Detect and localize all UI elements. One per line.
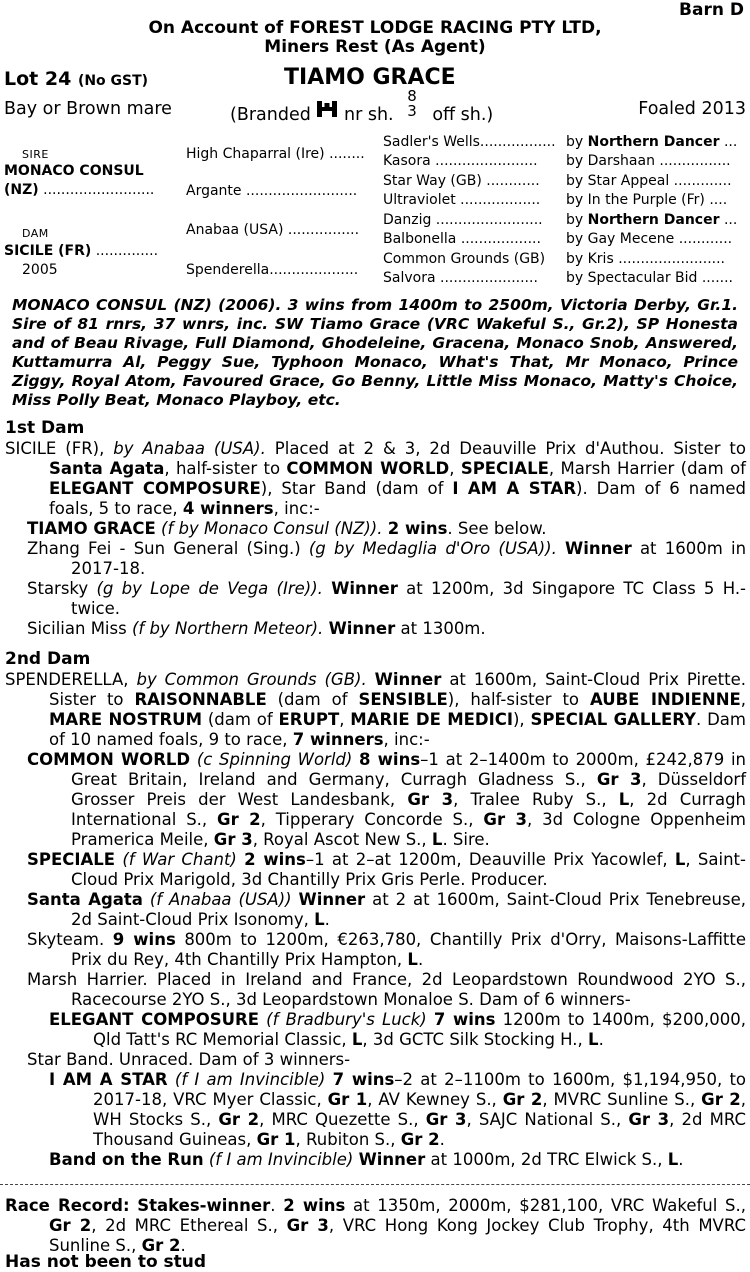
relative-name: Santa Agata xyxy=(49,459,165,478)
progeny-wins: 7 wins xyxy=(433,1010,496,1029)
text: , SAJC National S., xyxy=(466,1110,622,1129)
gg-sire-2: Kasora ....................... xyxy=(383,153,538,169)
text: , Rubiton S., xyxy=(295,1130,396,1149)
text: , Tralee Ruby S., xyxy=(453,790,607,809)
relative-name: ELEGANT COMPOSURE xyxy=(49,479,261,498)
progeny-entry xyxy=(5,1050,746,1070)
progeny-pedigree: (f Bradbury's Luck) xyxy=(266,1010,427,1029)
sire-sire: High Chaparral (Ire) ........ xyxy=(186,146,365,162)
text: 1200m to 1400m, $200,000, Qld Tatt's RC Memorial Classic, xyxy=(93,1010,746,1049)
progeny-wins: 9 wins xyxy=(112,930,176,949)
text: ), xyxy=(513,710,525,729)
gg-sire-1: Sadler's Wells................. xyxy=(383,134,556,150)
relative-name: COMMON WORLD xyxy=(286,459,450,478)
brand-number-bottom: 3 xyxy=(407,102,417,120)
second-dam-intro xyxy=(5,670,746,750)
dam-sire: Anabaa (USA) ................ xyxy=(186,222,360,238)
text: –1 at 2–1400m to 2000m, £242,879 in Great Britain, Ireland and Germany, Curragh Gladness S., xyxy=(71,750,746,789)
gg-by-5: by Northern Dancer ... xyxy=(566,212,738,228)
progeny-rest: at 1200m, 3d Singapore TC Class 5 H.-twice. xyxy=(71,579,747,618)
progeny-name: Sicilian Miss xyxy=(27,619,127,638)
text: , Düsseldorf Grosser Preis der West Landesbank, xyxy=(71,770,747,809)
gg-name: Sadler's Wells xyxy=(383,134,480,150)
gg-sire-7 xyxy=(383,251,545,267)
relative-name: RAISONNABLE xyxy=(134,690,267,709)
grade: L xyxy=(314,910,325,929)
relative-name: I AM A STAR xyxy=(452,479,577,498)
grade: Gr 2 xyxy=(218,1110,260,1129)
branded-off: off sh.) xyxy=(432,105,494,125)
progeny-entry xyxy=(5,519,746,539)
text: . xyxy=(439,1130,445,1149)
progeny-pedigree: (f Anabaa (USA)) xyxy=(149,890,292,909)
relative-name: SPECIALE xyxy=(460,459,549,478)
text: , xyxy=(339,710,345,729)
progeny-name: Skyteam. xyxy=(27,930,105,949)
progeny-wins: Winner xyxy=(298,890,366,909)
dam-pedigree: by Common Grounds (GB). xyxy=(136,670,367,689)
progeny-entry xyxy=(5,890,746,930)
section-divider xyxy=(0,1184,750,1185)
first-dam-intro xyxy=(5,439,746,519)
text: at 1000m, 2d TRC Elwick S., xyxy=(430,1150,663,1169)
text: , xyxy=(449,459,455,478)
text: , MVRC Sunline S., xyxy=(542,1090,696,1109)
text: ), Star Band (dam of xyxy=(260,479,444,498)
grade: L xyxy=(618,790,630,809)
text: , 2d MRC Ethereal S., xyxy=(91,1216,279,1235)
grade: Gr 3 xyxy=(425,1110,467,1129)
text: , 2d Curragh International S., xyxy=(71,790,747,829)
progeny-name: Santa Agata xyxy=(27,890,143,909)
by-word: by xyxy=(566,251,584,267)
grade: Gr 3 xyxy=(628,1110,670,1129)
progeny-pedigree: (f by Monaco Consul (NZ)). xyxy=(161,519,383,538)
gg-sire-name: Star Appeal xyxy=(587,173,670,189)
progeny-pedigree: (f War Chant) xyxy=(122,850,237,869)
race-record-status: Stakes-winner xyxy=(137,1196,271,1215)
branded-open: (Branded xyxy=(230,105,311,125)
by-word: by xyxy=(566,134,584,150)
text: , Royal Ascot New S., xyxy=(252,830,427,849)
progeny-wins: 8 wins xyxy=(359,750,421,769)
text: , 3d GCTC Silk Stocking H., xyxy=(362,1030,583,1049)
gg-by-3: by Star Appeal ............. xyxy=(566,173,732,189)
lot-number xyxy=(4,68,148,90)
progeny-wins: Winner xyxy=(331,579,398,598)
text: . Sire. xyxy=(442,830,490,849)
barn-label: Barn D xyxy=(679,0,744,20)
grade: Gr 1 xyxy=(327,1090,368,1109)
relative-name: SPECIAL GALLERY xyxy=(530,710,696,729)
dam-dam-text: Spenderella xyxy=(186,262,270,278)
text: . xyxy=(324,910,330,929)
gg-by-2: by Darshaan ................ xyxy=(566,153,731,169)
first-dam-section xyxy=(5,439,746,639)
progeny-name: COMMON WORLD xyxy=(27,750,191,769)
progeny-entry xyxy=(5,930,746,970)
relative-name: MARIE DE MEDICI xyxy=(350,710,513,729)
progeny-name: ELEGANT COMPOSURE xyxy=(49,1010,260,1029)
text: . xyxy=(598,1030,604,1049)
text: , 3d Cologne Oppenheim Pramerica Meile, xyxy=(71,810,747,849)
grade: Gr 2 xyxy=(49,1216,92,1235)
progeny-rest: at 1600m in 2017-18. xyxy=(71,539,747,578)
sire-dam: Argante ......................... xyxy=(186,183,358,199)
text: . xyxy=(417,950,424,969)
by-word: by xyxy=(566,212,584,228)
gg-by-1: by Northern Dancer ... xyxy=(566,134,738,150)
dam-label-text: DAM xyxy=(22,227,49,240)
progeny-rest: . See below. xyxy=(447,519,547,538)
race-record-text xyxy=(5,1196,746,1256)
branded-near: nr sh. xyxy=(343,105,394,125)
relative-name: MARE NOSTRUM xyxy=(49,710,202,729)
progeny-name: TIAMO GRACE xyxy=(27,519,156,538)
text: . xyxy=(180,1236,186,1255)
relative-name: AUBE INDIENNE xyxy=(589,690,741,709)
text: 800m to 1200m, €263,780, Chantilly Prix d'Orry, Maisons-Laffitte Prix du Rey, 4th Chantilly Prix Hampton, xyxy=(71,930,746,969)
horse-name: TIAMO GRACE xyxy=(284,65,456,90)
gg-sire-name: Spectacular Bid xyxy=(587,270,698,286)
dam-name: SPENDERELLA, xyxy=(5,670,129,689)
text: , Tipperary Concorde S., xyxy=(260,810,474,829)
grade: Gr 3 xyxy=(407,790,454,809)
by-word: by xyxy=(566,270,584,286)
text: , xyxy=(740,690,747,709)
progeny-wins: 2 wins xyxy=(244,850,306,869)
progeny-pedigree: (c Spinning World) xyxy=(196,750,353,769)
text: at 1350m, 2000m, $281,100, VRC Wakeful S., xyxy=(353,1196,746,1215)
gg-sire-5: Danzig ........................ xyxy=(383,212,543,228)
dam-name-text: SICILE (FR) xyxy=(4,243,92,259)
race-record-wins: 2 wins xyxy=(283,1196,346,1215)
text: (dam of xyxy=(277,690,348,709)
grandprogeny-entry xyxy=(5,1010,746,1050)
grade: Gr 1 xyxy=(256,1130,296,1149)
sire-dam-text: Argante xyxy=(186,183,242,199)
progeny-entry xyxy=(5,579,746,619)
sire-country-text: (NZ) xyxy=(4,182,39,198)
sire-label-text: SIRE xyxy=(22,148,49,161)
horse-description: Bay or Brown mare xyxy=(4,99,172,119)
grade: Gr 2 xyxy=(502,1090,543,1109)
branding xyxy=(230,89,493,125)
grade: Gr 2 xyxy=(217,810,261,829)
text: ). Dam of 6 named foals, 5 to race, xyxy=(49,479,746,518)
progeny-name: SPECIALE xyxy=(27,850,116,869)
gg-name: Ultraviolet xyxy=(383,192,456,208)
text: at 1600m, Saint-Cloud Prix Pirette. Sister to xyxy=(49,670,747,709)
grade: Gr 2 xyxy=(141,1236,181,1255)
progeny-name: Zhang Fei - Sun General (Sing.) xyxy=(27,539,301,558)
grade: L xyxy=(588,1030,599,1049)
text: , WH Stocks S., xyxy=(93,1090,747,1129)
dam-label xyxy=(22,225,49,241)
gg-name: Danzig xyxy=(383,212,432,228)
progeny-pedigree: (f I am Invincible) xyxy=(174,1070,326,1089)
text: , AV Kewney S., xyxy=(367,1090,497,1109)
text: Placed at 2 & 3, 2d Deauville Prix d'Authou. Sister to xyxy=(274,439,746,458)
text: , Marsh Harrier (dam of xyxy=(548,459,746,478)
dam-sire-text: Anabaa (USA) xyxy=(186,222,284,238)
grandprogeny-entry xyxy=(5,1150,746,1170)
sire-label xyxy=(22,146,49,162)
text: (dam of xyxy=(207,710,273,729)
dam-dam: Spenderella.................... xyxy=(186,262,359,278)
progeny-wins: Winner xyxy=(565,539,632,558)
gg-by-6: by Gay Mecene ............ xyxy=(566,231,733,247)
winners-count: 7 winners xyxy=(292,730,384,749)
text: . xyxy=(678,1150,684,1169)
gg-sire-name: Kris xyxy=(587,251,614,267)
grade: Gr 2 xyxy=(701,1090,741,1109)
gg-sire-name: In the Purple (Fr) xyxy=(587,192,705,208)
race-record xyxy=(5,1196,746,1256)
wins: Winner xyxy=(374,670,442,689)
text: , VRC Hong Kong Jockey Club Trophy, 4th MVRC Sunline S., xyxy=(49,1216,747,1255)
progeny-name: Band on the Run xyxy=(49,1150,204,1169)
gg-sire-8: Salvora ...................... xyxy=(383,270,538,286)
grade: Gr 3 xyxy=(286,1216,329,1235)
sire-summary: MONACO CONSUL (NZ) (2006). 3 wins from 1400m to 2500m, Victoria Derby, Gr.1. Sire of 81 rnrs, 37 wnrs, inc. SW Tiamo Grace (VRC Wakeful S., Gr.2), SP Honesta and of Beau Rivage, Full Diamond, Ghodeleine, Gracena, Monaco Snob, Answered, Kuttamurra Al, Peggy Sue, Typhoon Monaco, What's That, Mr Monaco, Prince Ziggy, Royal Atom, Favoured Grace, Go Benny, Little Miss Monaco, Matty's Choice, Miss Polly Beat, Monaco Playboy, etc. xyxy=(12,296,738,409)
brand-mark-icon xyxy=(316,100,338,123)
progeny-rest: at 1300m. xyxy=(395,619,486,638)
progeny-wins: 7 wins xyxy=(332,1070,395,1089)
gg-name: Star Way (GB) xyxy=(383,173,482,189)
gg-sire-4: Ultraviolet .................. xyxy=(383,192,541,208)
vendor-line-2: Miners Rest (As Agent) xyxy=(264,37,486,57)
gg-sire-6: Balbonella .................. xyxy=(383,231,541,247)
by-word: by xyxy=(566,231,584,247)
text: , inc:- xyxy=(383,730,430,749)
progeny-pedigree: (f I am Invincible) xyxy=(208,1150,354,1169)
grade: Gr 3 xyxy=(213,830,253,849)
gg-sire-name: Gay Mecene xyxy=(587,231,675,247)
progeny-text: Star Band. Unraced. Dam of 3 winners- xyxy=(27,1050,351,1069)
by-word: by xyxy=(566,173,584,189)
gg-sire-3: Star Way (GB) ............ xyxy=(383,173,540,189)
grade: L xyxy=(674,850,686,869)
relative-name: SENSIBLE xyxy=(358,690,448,709)
foaled-year: Foaled 2013 xyxy=(638,99,746,119)
dam-pedigree: by Anabaa (USA). xyxy=(113,439,266,458)
gg-name: Common Grounds (GB) xyxy=(383,251,546,267)
brand-numbers xyxy=(407,89,417,119)
progeny-entry xyxy=(5,970,746,1010)
progeny-name: Starsky xyxy=(27,579,89,598)
progeny-name: I AM A STAR xyxy=(49,1070,168,1089)
lot-label: Lot 24 xyxy=(4,68,72,90)
race-record-label: Race Record: xyxy=(5,1196,130,1215)
progeny-wins: 2 wins xyxy=(387,519,448,538)
text: , 2d MRC Thousand Guineas, xyxy=(93,1110,747,1149)
dam-name: SICILE (FR), xyxy=(5,439,105,458)
first-dam-heading: 1st Dam xyxy=(5,418,85,438)
progeny-wins: Winner xyxy=(358,1150,426,1169)
by-word: by xyxy=(566,192,584,208)
dam-name: SICILE (FR) .............. xyxy=(4,243,159,259)
text: . Dam of 10 named foals, 9 to race, xyxy=(49,710,746,749)
gg-sire-name: Darshaan xyxy=(587,153,655,169)
grade: L xyxy=(351,1030,363,1049)
second-dam-section xyxy=(5,670,746,1170)
stud-status: Has not been to stud xyxy=(5,1252,207,1272)
progeny-entry xyxy=(5,619,746,639)
progeny-entry xyxy=(5,539,746,579)
text: , inc:- xyxy=(273,499,320,518)
gst-note: (No GST) xyxy=(77,73,149,89)
text: –2 at 2–1100m to 1600m, $1,194,950, to 2017-18, VRC Myer Classic, xyxy=(93,1070,747,1109)
relative-name: ERUPT xyxy=(278,710,340,729)
grade: L xyxy=(667,1150,679,1169)
grade: L xyxy=(431,830,443,849)
grade: Gr 3 xyxy=(483,810,527,829)
dam-year: 2005 xyxy=(22,262,58,278)
gg-sire-name: Northern Dancer xyxy=(587,212,720,228)
grade: Gr 2 xyxy=(400,1130,440,1149)
text: , Saint-Cloud Prix Marigold, 3d Chantilly Prix Gris Perle. Producer. xyxy=(71,850,746,889)
progeny-entry xyxy=(5,750,746,850)
grade: Gr 3 xyxy=(596,770,642,789)
text: . xyxy=(270,1196,276,1215)
winners-count: 4 winners xyxy=(182,499,274,518)
gg-name: Balbonella xyxy=(383,231,457,247)
text: –1 at 2–at 1200m, Deauville Prix Yacowlef, xyxy=(305,850,668,869)
text: , MRC Quezette S., xyxy=(259,1110,419,1129)
by-word: by xyxy=(566,153,584,169)
second-dam-heading: 2nd Dam xyxy=(5,649,91,669)
grandprogeny-entry xyxy=(5,1070,746,1150)
sire-sire-text: High Chaparral (Ire) xyxy=(186,146,325,162)
progeny-entry xyxy=(5,850,746,890)
vendor-line-1: On Account of FOREST LODGE RACING PTY LTD, xyxy=(148,18,602,38)
gg-sire-name: Northern Dancer xyxy=(587,134,720,150)
gg-name: Kasora xyxy=(383,153,431,169)
progeny-wins: Winner xyxy=(328,619,396,638)
gg-by-7: by Kris ........................ xyxy=(566,251,726,267)
progeny-text: Marsh Harrier. Placed in Ireland and France, 2d Leopardstown Roundwood 2YO S., Racecourse 2YO S., 3d Leopardstown Monaloe S. Dam of 6 winners- xyxy=(27,970,746,1009)
text: at 2 at 1600m, Saint-Cloud Prix Tenebreuse, 2d Saint-Cloud Prix Isonomy, xyxy=(71,890,746,929)
gg-by-8: by Spectacular Bid ....... xyxy=(566,270,734,286)
progeny-pedigree: (g by Lope de Vega (Ire)). xyxy=(96,579,323,598)
gg-name: Salvora xyxy=(383,270,436,286)
progeny-pedigree: (g by Medaglia d'Oro (USA)). xyxy=(308,539,557,558)
brand-number-top: 8 xyxy=(407,87,417,105)
progeny-pedigree: (f by Northern Meteor). xyxy=(131,619,324,638)
grade: L xyxy=(407,950,418,969)
text: ), half-sister to xyxy=(447,690,580,709)
sire-name: MONACO CONSUL xyxy=(4,163,144,179)
text: , half-sister to xyxy=(164,459,281,478)
gg-by-4: by In the Purple (Fr) .... xyxy=(566,192,728,208)
sire-country: (NZ) ......................... xyxy=(4,182,155,198)
